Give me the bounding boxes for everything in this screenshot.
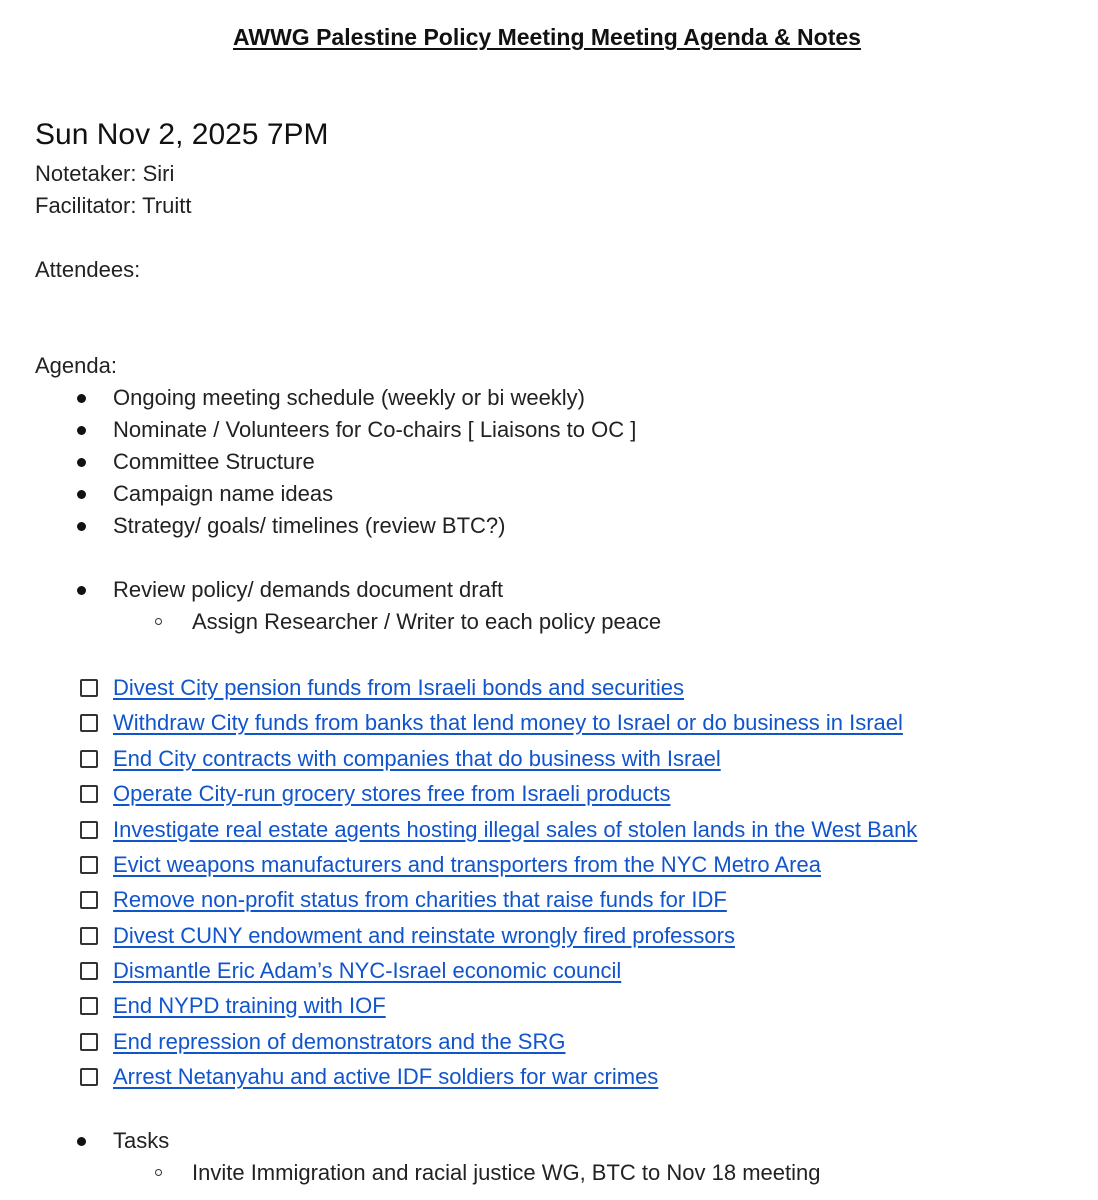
checklist-link[interactable]: Evict weapons manufacturers and transporters from the NYC Metro Area <box>113 852 821 877</box>
bullet-dot-icon <box>77 394 86 403</box>
checklist-link[interactable]: End City contracts with companies that do business with Israel <box>113 746 721 771</box>
checkbox[interactable] <box>80 1068 98 1086</box>
document-title: AWWG Palestine Policy Meeting Meeting Agenda & Notes <box>233 24 861 50</box>
checkbox[interactable] <box>80 714 98 732</box>
hollow-bullet-icon <box>155 1169 162 1176</box>
checkbox[interactable] <box>80 679 98 697</box>
bullet-dot-icon <box>77 522 86 531</box>
checkbox[interactable] <box>80 821 98 839</box>
checkbox[interactable] <box>80 856 98 874</box>
bullet-dot-icon <box>77 458 86 467</box>
facilitator-line: Facilitator: Truitt <box>35 193 192 218</box>
document-page: AWWG Palestine Policy Meeting Meeting Agenda & Notes Sun Nov 2, 2025 7PM Notetaker: Siri Facilitator: Truitt Attendees: Agenda: Ongoing meeting schedule (weekly or bi weekly) Nominate / Volunteers for Co-chairs [ Liaisons to OC ] Committee Structure Campaign name ideas Strategy/ goals/ timelines (review BTC?) Review policy/ demands document draft Assign Researcher / Writer to each policy peace Divest City pension funds from Israeli bonds and securities Withdraw City funds from banks that lend money to Israel or do business in Israel End City contracts with companies that do business with Israel Operate City-run grocery stores free from Israeli products Investigate real estate agents hosting illegal sales of stolen lands in the West Bank Evict weapons manufacturers and transporters from the NYC Metro Area Remove non-profit status from charities that raise funds for IDF Divest CUNY endowment and reinstate wrongly fired professors Dismantle Eric Adam’s NYC-Israel economic council End NYPD training with IOF End repression of demonstrators and the SRG Arrest Netanyahu and active IDF soldiers for war crimes Tasks Invite Immigration and racial justice WG, BTC to Nov 18 meeting <box>0 0 1098 1200</box>
checklist-link[interactable]: Withdraw City funds from banks that lend money to Israel or do business in Israel <box>113 710 903 735</box>
checklist-link[interactable]: End NYPD training with IOF <box>113 993 386 1018</box>
checkbox[interactable] <box>80 891 98 909</box>
checklist-link[interactable]: End repression of demonstrators and the SRG <box>113 1029 566 1054</box>
checklist-link[interactable]: Operate City-run grocery stores free from Israeli products <box>113 781 671 806</box>
checklist-link[interactable]: Arrest Netanyahu and active IDF soldiers for war crimes <box>113 1064 659 1089</box>
checkbox[interactable] <box>80 750 98 768</box>
bullet-dot-icon <box>77 426 86 435</box>
checklist-link[interactable]: Divest CUNY endowment and reinstate wrongly fired professors <box>113 923 735 948</box>
notetaker-line: Notetaker: Siri <box>35 161 175 186</box>
checkbox[interactable] <box>80 927 98 945</box>
checklist-link[interactable]: Remove non-profit status from charities that raise funds for IDF <box>113 887 727 912</box>
checkbox[interactable] <box>80 997 98 1015</box>
agenda-label: Agenda: <box>35 353 117 378</box>
checkbox[interactable] <box>80 785 98 803</box>
bullet-dot-icon <box>77 490 86 499</box>
checkbox[interactable] <box>80 962 98 980</box>
checkbox[interactable] <box>80 1033 98 1051</box>
bullet-dot-icon <box>77 1137 86 1146</box>
bullet-dot-icon <box>77 586 86 595</box>
hollow-bullet-icon <box>155 618 162 625</box>
checklist-link[interactable]: Dismantle Eric Adam’s NYC-Israel economic council <box>113 958 622 983</box>
checklist-link[interactable]: Divest City pension funds from Israeli bonds and securities <box>113 675 685 700</box>
attendees-label: Attendees: <box>35 257 141 282</box>
meeting-date: Sun Nov 2, 2025 7PM <box>35 118 329 151</box>
checklist-link[interactable]: Investigate real estate agents hosting illegal sales of stolen lands in the West Bank <box>113 817 918 842</box>
